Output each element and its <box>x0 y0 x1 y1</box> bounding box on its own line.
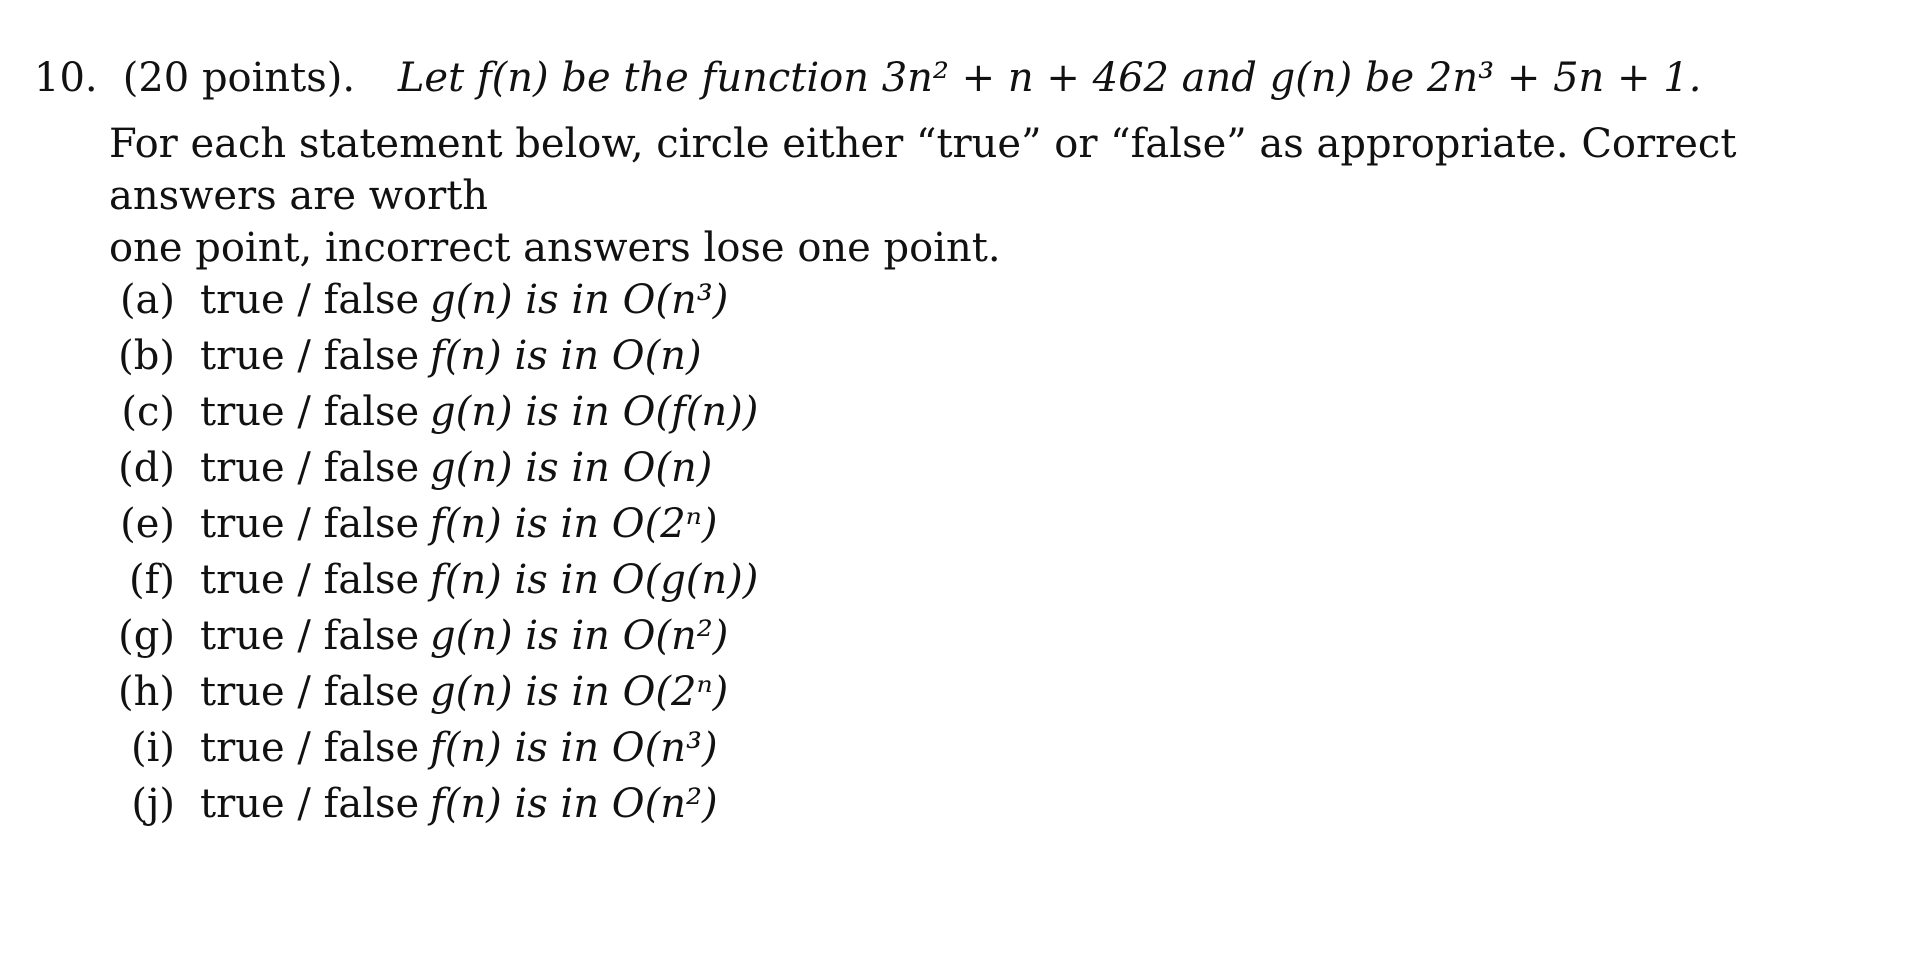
true-false-choice[interactable]: true / false <box>200 389 420 435</box>
statement-label: (a) <box>119 277 175 323</box>
statement-c <box>0 384 900 440</box>
statement-label: (j) <box>131 781 175 827</box>
problem-number: 10. <box>34 55 98 101</box>
true-false-choice[interactable]: true / false <box>200 501 420 547</box>
statement-e <box>0 496 900 552</box>
problem-intro-text: Let f(n) be the function 3n² + n + 462 and g(n) be 2n³ + 5n + 1. <box>397 55 1702 101</box>
problem-header <box>34 50 1701 106</box>
statement-label: (g) <box>118 613 175 659</box>
statement-claim: f(n) is in O(g(n)) <box>430 557 759 603</box>
statement-f <box>0 552 900 608</box>
statement-claim: f(n) is in O(n³) <box>430 725 718 771</box>
statement-label: (i) <box>130 725 175 771</box>
statement-claim: f(n) is in O(n) <box>430 333 702 379</box>
statement-claim: g(n) is in O(2ⁿ) <box>430 669 729 715</box>
statement-claim: g(n) is in O(n³) <box>430 277 729 323</box>
true-false-choice[interactable]: true / false <box>200 445 420 491</box>
true-false-choice[interactable]: true / false <box>200 613 420 659</box>
statement-a <box>0 272 900 328</box>
statement-claim: g(n) is in O(n²) <box>430 613 729 659</box>
instructions-line-2: one point, incorrect answers lose one point. <box>109 225 1001 271</box>
statement-claim: f(n) is in O(2ⁿ) <box>430 501 718 547</box>
points-label: (20 points). <box>122 55 356 101</box>
true-false-choice[interactable]: true / false <box>200 333 420 379</box>
true-false-choice[interactable]: true / false <box>200 557 420 603</box>
true-false-choice[interactable]: true / false <box>200 725 420 771</box>
statement-claim: g(n) is in O(n) <box>430 445 713 491</box>
statement-d <box>0 440 900 496</box>
statement-label: (c) <box>121 389 175 435</box>
statement-claim: f(n) is in O(n²) <box>430 781 718 827</box>
statement-label: (h) <box>118 669 175 715</box>
true-false-choice[interactable]: true / false <box>200 277 420 323</box>
statement-b <box>0 328 900 384</box>
statement-g <box>0 608 900 664</box>
statement-claim: g(n) is in O(f(n)) <box>430 389 759 435</box>
instructions-line-1: For each statement below, circle either “true” or “false” as appropriate. Correct answers are worth <box>109 121 1737 219</box>
statement-j <box>0 776 900 832</box>
true-false-choice[interactable]: true / false <box>200 669 420 715</box>
true-false-list <box>0 272 900 942</box>
instructions <box>109 118 1889 274</box>
statement-label: (e) <box>120 501 175 547</box>
true-false-choice[interactable]: true / false <box>200 781 420 827</box>
statement-h <box>0 664 900 720</box>
statement-label: (f) <box>128 557 175 603</box>
statement-label: (b) <box>118 333 175 379</box>
statement-i <box>0 720 900 776</box>
statement-label: (d) <box>118 445 175 491</box>
